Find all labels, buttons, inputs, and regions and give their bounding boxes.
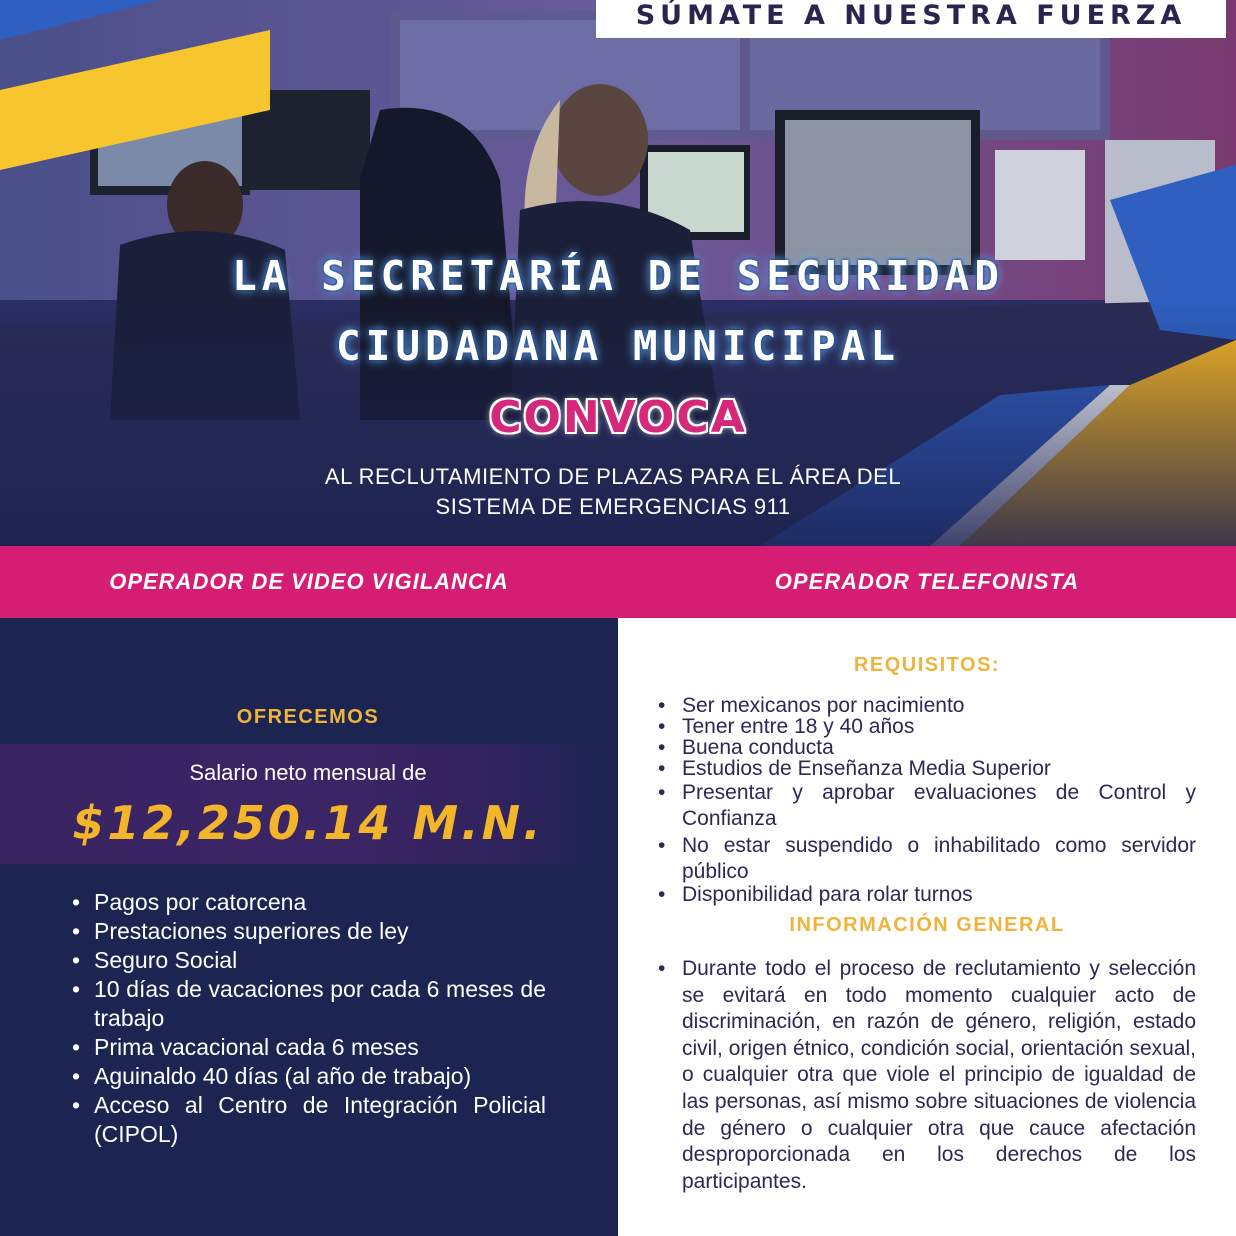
list-item: • Disponibilidad para rolar turnos <box>658 885 1196 906</box>
list-item: • Acceso al Centro de Integración Policial (CIPOL) <box>72 1091 546 1149</box>
list-item: • 10 días de vacaciones por cada 6 meses de trabajo <box>72 975 546 1033</box>
list-item: • Prima vacacional cada 6 meses <box>72 1033 546 1062</box>
salary-box <box>0 744 600 864</box>
list-item: • Seguro Social <box>72 946 546 975</box>
hero-subtitle-line2: SISTEMA DE EMERGENCIAS 911 <box>435 494 791 519</box>
list-item: • Pagos por catorcena <box>72 888 546 917</box>
tagline-banner: SÚMATE A NUESTRA FUERZA <box>596 0 1226 38</box>
general-info-list <box>658 956 1196 1195</box>
hero-title-line2: CIUDADANA MUNICIPAL <box>336 322 900 370</box>
requirements-list <box>658 696 1196 906</box>
offer-heading: OFRECEMOS <box>236 706 380 728</box>
position-video-vigilancia: OPERADOR DE VIDEO VIGILANCIA <box>109 569 509 594</box>
convoca-heading: CONVOCA <box>489 392 747 443</box>
salary-value: $12,250.14 M.N. <box>72 796 544 850</box>
hero-subtitle <box>0 462 1236 522</box>
salary-label: Salario neto mensual de <box>189 760 427 785</box>
hero-title-line1: LA SECRETARÍA DE SEGURIDAD <box>232 252 1004 300</box>
list-item: • Prestaciones superiores de ley <box>72 917 546 946</box>
list-item: • Ser mexicanos por nacimiento <box>658 696 1196 717</box>
benefits-list <box>72 888 546 1149</box>
requirements-heading: REQUISITOS: <box>853 654 1001 676</box>
list-item: • No estar suspendido o inhabilitado como servidor público <box>658 833 1196 885</box>
general-info-heading: INFORMACIÓN GENERAL <box>789 914 1065 936</box>
list-item: • Estudios de Enseñanza Media Superior <box>658 759 1196 780</box>
hero-banner <box>0 0 1236 546</box>
offer-panel <box>0 618 618 1236</box>
positions-band <box>0 546 1236 618</box>
position-telefonista: OPERADOR TELEFONISTA <box>774 569 1080 594</box>
list-item: • Buena conducta <box>658 738 1196 759</box>
list-item: • Tener entre 18 y 40 años <box>658 717 1196 738</box>
list-item: • Presentar y aprobar evaluaciones de Control y Confianza <box>658 780 1196 832</box>
list-item: • Durante todo el proceso de reclutamiento y selección se evitará en todo momento cualquier acto de discriminación, en razón de género, religión, estado civil, origen étnico, condición social, orientación sexual, o cualquier otra que viole el principio de igualdad de las personas, así mismo sobre situaciones de violencia de género o cualquier otra que cauce afectación desproporcionada en los derechos de los participantes. <box>658 956 1196 1195</box>
hero-subtitle-line1: AL RECLUTAMIENTO DE PLAZAS PARA EL ÁREA DEL <box>324 464 902 489</box>
requirements-panel <box>618 618 1236 1236</box>
list-item: • Aguinaldo 40 días (al año de trabajo) <box>72 1062 546 1091</box>
